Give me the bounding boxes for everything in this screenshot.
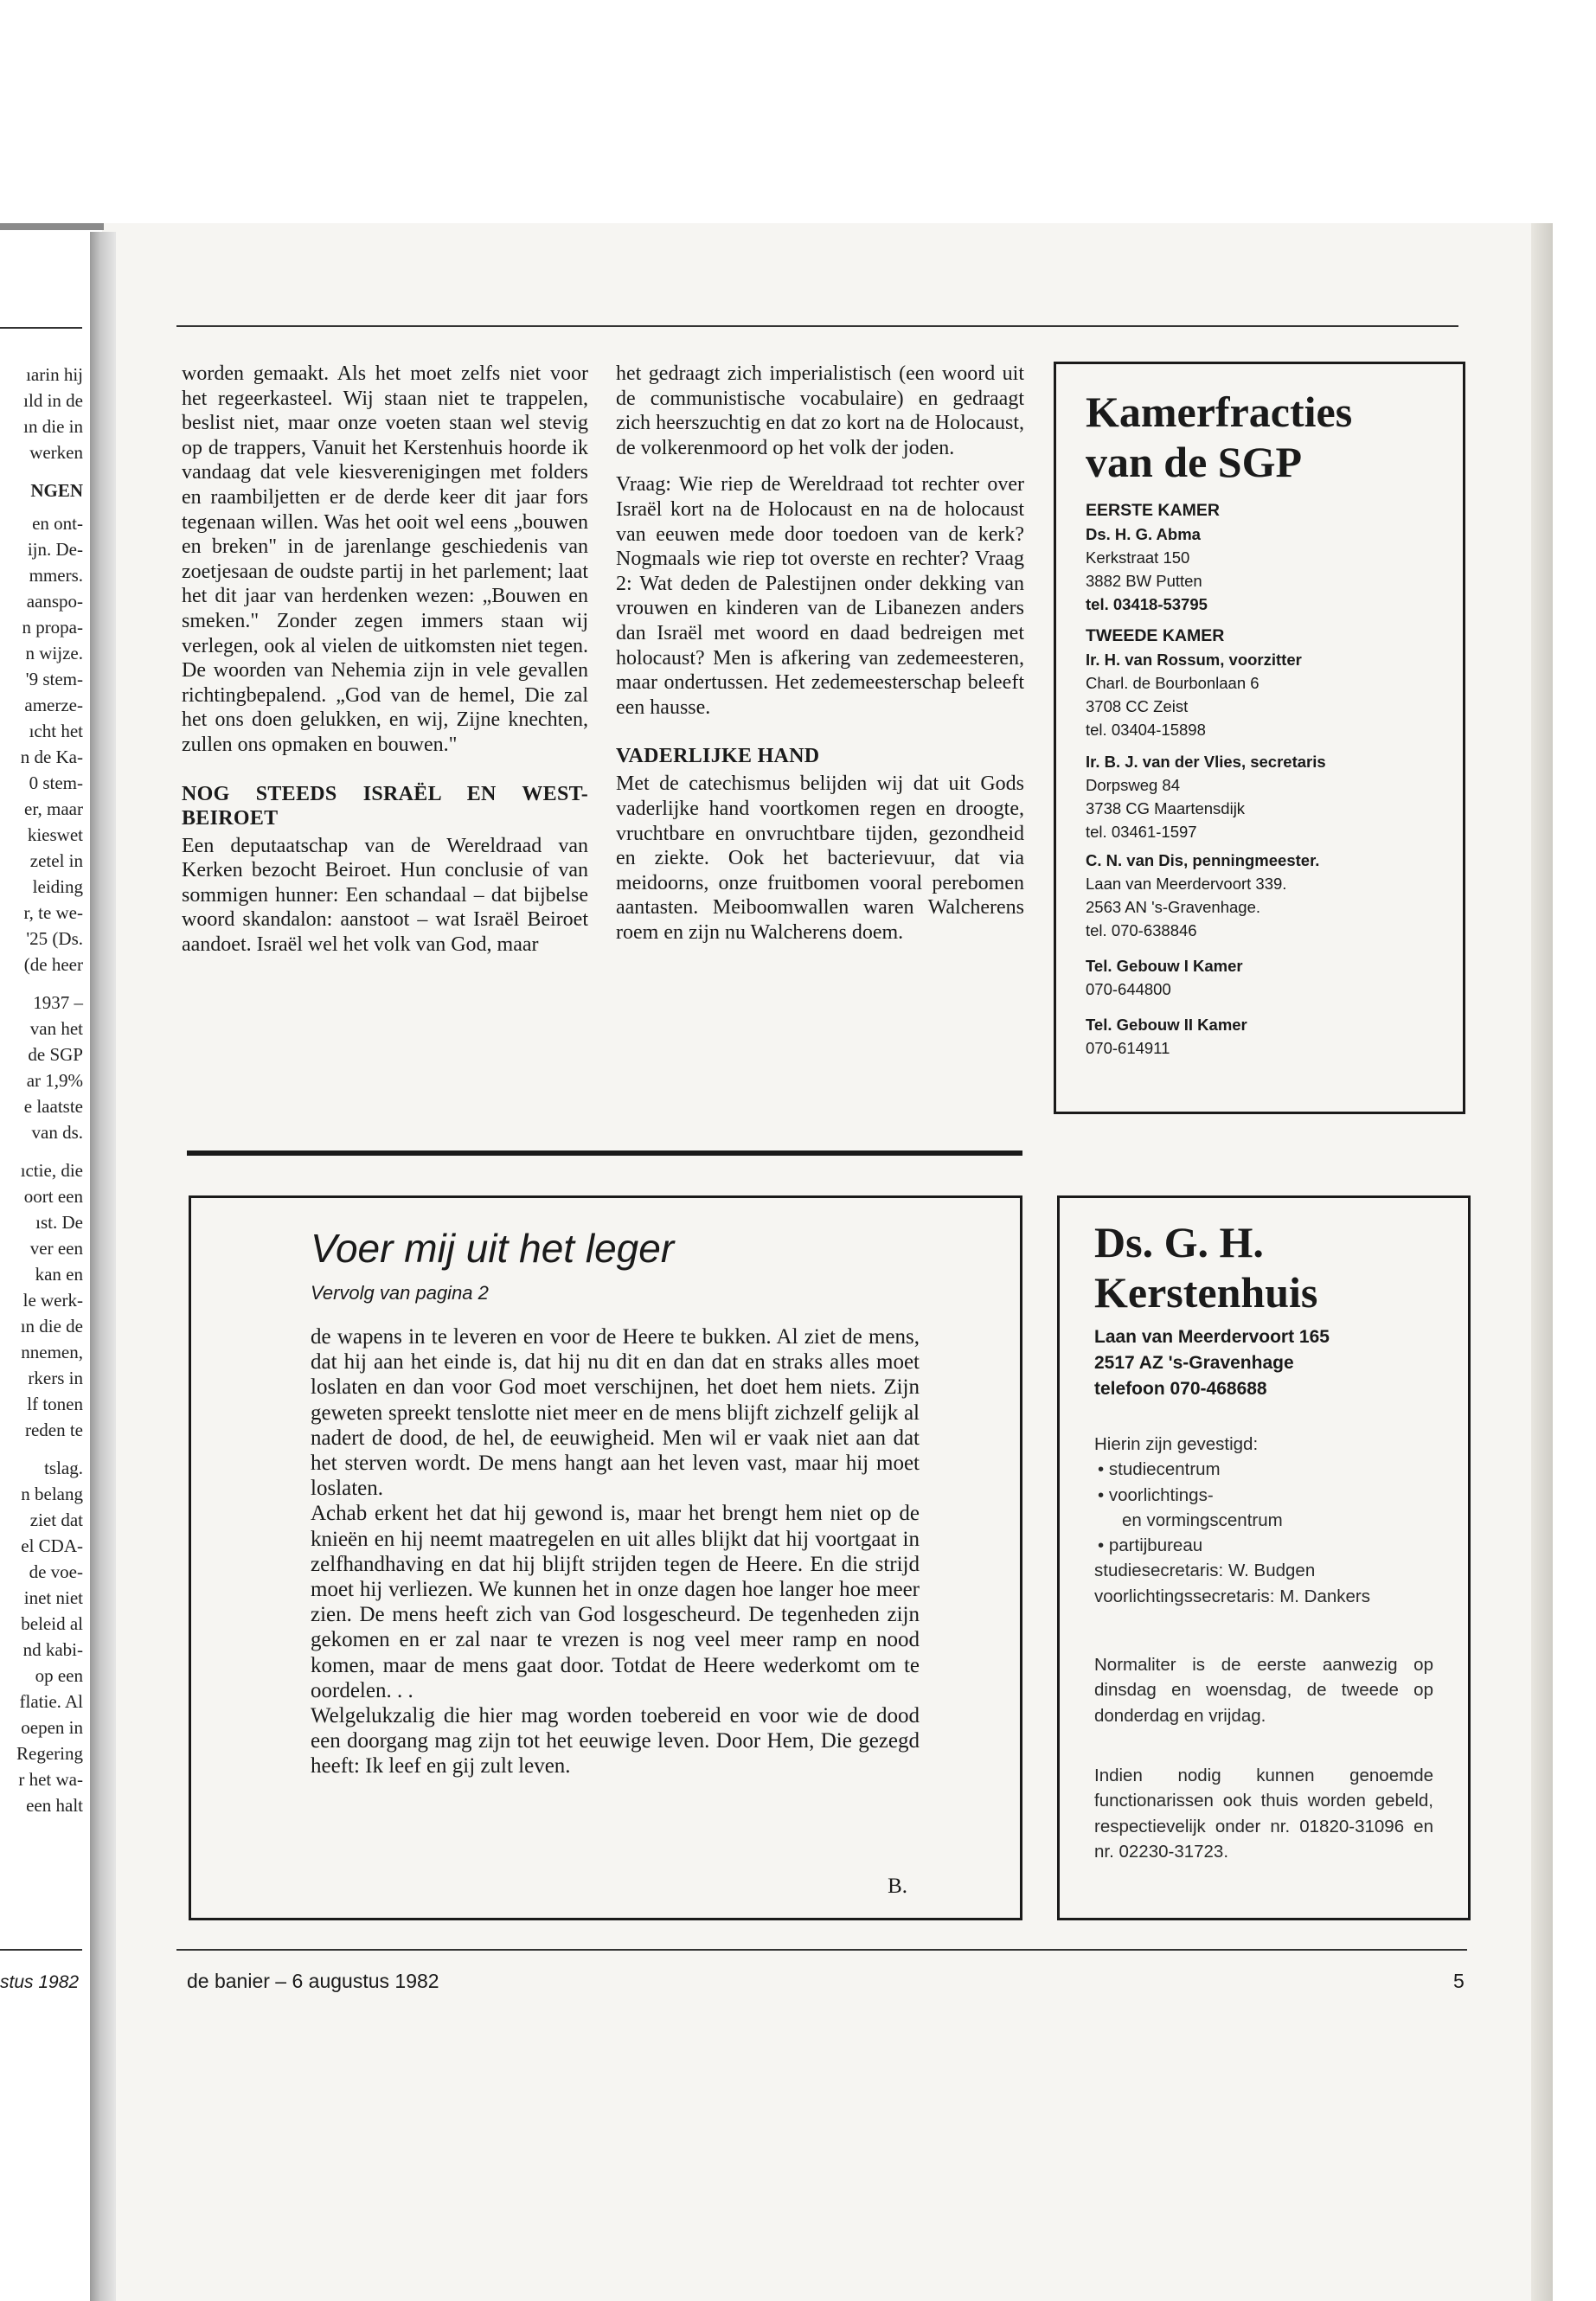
gebouw-1-phone: 070-644800	[1086, 980, 1171, 998]
voer-signature: B.	[888, 1875, 907, 1898]
voer-paragraph-3: Welgelukzalig die hier mag worden toebereid en voor wie de dood een doorgang mag zijn tot het eeuwige leven. Door Hem, Die gezegd heeft: Ik leef en gij zult leven.	[311, 1704, 920, 1779]
col2-heading: VADERLIJKE HAND	[616, 745, 820, 768]
prev-lines-e	[0, 1455, 88, 1818]
kerstenhuis-hours: Normaliter is de eerste aanwezig op dinsdag en woensdag, de tweede op donderdag en vrijdag.	[1094, 1655, 1433, 1726]
voer-paragraph-2: Achab erkent het dat hij gewond is, maar het brengt hem niet op de knieën en hij neemt maatregelen en uit alles blijkt dat hij voortgaat in zelfhandhaving en dat hij blijft strijden tegen de Heere. En die strijd moet hij verliezen. We kunnen het in onze dagen hoe langer hoe meer zien. De mens heeft zich van God losgescheurd. De tegenheden zijn gekomen en er zal naar te vrezen is nog veel meer ramp en nood komen, maar de mens gaat door. Totdat de Heere wederkomt om te oordelen. . .	[311, 1502, 920, 1702]
abma-phone: tel. 03418-53795	[1086, 595, 1208, 613]
kerstenhuis-city: 2517 AZ 's-Gravenhage	[1094, 1353, 1294, 1373]
article-column-1	[182, 362, 588, 957]
footer-rule	[176, 1949, 1467, 1951]
kamerfracties-title-1: Kamerfracties	[1086, 388, 1353, 436]
prev-line: 0 stem-	[29, 772, 83, 793]
prev-line: n de Ka-	[20, 747, 83, 767]
kerstenhuis-box	[1057, 1195, 1471, 1920]
prev-line: kan en	[35, 1264, 83, 1285]
col2-paragraph-3: Met de catechismus belijden wij dat uit Gods vaderlijke hand voortkomen regen en droogte, vruchtbare en onvruchtbare tijden, gezondheid en ziekte. Ook het bacterievuur, dat via meidoorns, onze fruitbomen vooral perebomen aantasten. Meiboomwallen waren Walcherens roem en zijn nu Walcherens doem.	[616, 772, 1024, 944]
kamerfracties-box	[1054, 362, 1465, 1114]
prev-line: ıst. De	[35, 1212, 83, 1233]
voorlichtingssecretaris: voorlichtingssecretaris: M. Dankers	[1094, 1586, 1370, 1606]
prev-lines-d	[0, 1157, 88, 1443]
prev-line: n belang	[21, 1484, 83, 1504]
dis-phone: tel. 070-638846	[1086, 921, 1197, 939]
prev-line: r het wa-	[18, 1769, 83, 1790]
prev-line: van ds.	[31, 1122, 83, 1143]
prev-line: r, te we-	[23, 902, 83, 923]
prev-line: leiding	[32, 876, 83, 897]
voer-subtitle: Vervolg van pagina 2	[311, 1282, 489, 1304]
kerstenhuis-street: Laan van Meerdervoort 165	[1094, 1327, 1330, 1347]
rossum-phone: tel. 03404-15898	[1086, 721, 1206, 739]
bullet-studiecentrum: • studiecentrum	[1098, 1459, 1221, 1480]
prev-line: nd kabi-	[22, 1639, 83, 1660]
prev-line: ziet dat	[29, 1509, 83, 1530]
prev-lines-b	[0, 510, 88, 977]
col1-heading: NOG STEEDS ISRAËL EN WEST-BEIROET	[182, 782, 588, 830]
prev-line: van het	[29, 1018, 83, 1039]
footer-page-number: 5	[1453, 1970, 1465, 1992]
rossum-name: Ir. H. van Rossum, voorzitter	[1086, 651, 1302, 669]
prev-line: reden te	[24, 1420, 83, 1440]
prev-line: ın die in	[23, 416, 83, 437]
prev-footer: stus 1982	[0, 1972, 80, 1992]
prev-line: een halt	[26, 1795, 83, 1816]
page-edge	[1531, 223, 1553, 2301]
rossum-street: Charl. de Bourbonlaan 6	[1086, 674, 1259, 692]
binding-shadow	[0, 223, 104, 230]
prev-line: oort een	[23, 1186, 83, 1207]
prev-top-rule	[0, 327, 82, 329]
prev-line: beleid al	[21, 1613, 83, 1634]
bullet-partijbureau: • partijbureau	[1098, 1535, 1203, 1556]
vlies-street: Dorpsweg 84	[1086, 776, 1181, 794]
prev-line: '25 (Ds.	[26, 928, 83, 949]
gebouw-1-label: Tel. Gebouw I Kamer	[1086, 957, 1243, 975]
abma-city: 3882 BW Putten	[1086, 572, 1202, 590]
prev-line: mmers.	[29, 565, 83, 586]
prev-line: le werk-	[22, 1290, 83, 1311]
prev-line: ıld in de	[23, 390, 83, 411]
prev-line: el CDA-	[21, 1535, 83, 1556]
page-gutter	[90, 232, 116, 2301]
article-column-2	[616, 362, 1024, 945]
prev-lines-c	[0, 990, 88, 1145]
kerstenhuis-home-numbers: Indien nodig kunnen genoemde functionarissen ook thuis worden gebeld, respectievelijk onder nr. 01820-31096 en nr. 02230-31723.	[1094, 1765, 1433, 1862]
prev-line: de SGP	[28, 1044, 83, 1065]
prev-line: tslag.	[44, 1458, 83, 1478]
prev-line: werken	[29, 442, 83, 463]
abma-street: Kerkstraat 150	[1086, 548, 1190, 567]
kerstenhuis-title-2: Kerstenhuis	[1094, 1268, 1318, 1317]
prev-line: kieswet	[27, 824, 83, 845]
voer-paragraph-1: de wapens in te leveren en voor de Heere te bukken. Al ziet de mens, dat hij aan het einde is, dat hij nu dit en dan dat en straks alles moet loslaten en dan voor God moet verschijnen, het doet hem niets. Zijn geweten spreekt tenslotte niet meer en de mens blijft zichzelf gelijk al nadert de dood, de hel, de eeuwigheid. Men wil er vaak niet aan dat het sterven wordt. De mens hangt aan het leven vast, maar hij moet loslaten.	[311, 1325, 920, 1501]
studiesecretaris: studiesecretaris: W. Budgen	[1094, 1561, 1316, 1581]
prev-line: ijn. De-	[27, 539, 83, 560]
voer-mij-box	[189, 1195, 1022, 1920]
prev-line: n propa-	[22, 617, 83, 638]
previous-page-strip	[0, 327, 88, 2195]
tweede-kamer-heading: TWEEDE KAMER	[1086, 626, 1225, 645]
vlies-city: 3738 CG Maartensdijk	[1086, 799, 1246, 817]
prev-bottom-rule	[0, 1949, 82, 1951]
prev-line: flatie. Al	[19, 1691, 83, 1712]
prev-line: Regering	[16, 1743, 83, 1764]
kerstenhuis-phone: telefoon 070-468688	[1094, 1379, 1267, 1399]
prev-line: lf tonen	[27, 1394, 83, 1414]
prev-line: inet niet	[23, 1587, 83, 1608]
prev-line: ıctie, die	[20, 1160, 83, 1181]
col1-paragraph-2: Een deputaatschap van de Wereldraad van Kerken bezocht Beiroet. Hun conclusie of van sommigen hunner: Een schandaal – dat bijbelse woord skandalon: aanstoot – wat Israël Beiroet aandoet. Israël wel het volk van God, maar	[182, 834, 588, 956]
bullet-voorlichtings: • voorlichtings-	[1098, 1484, 1214, 1505]
prev-lines-a	[0, 362, 88, 465]
top-rule	[176, 325, 1458, 327]
eerste-kamer-heading: EERSTE KAMER	[1086, 501, 1220, 520]
prev-line: aanspo-	[26, 591, 83, 612]
col2-paragraph-2: Vraag: Wie riep de Wereldraad tot rechter over Israël kort na de Holocaust en na de holocaust van eeuwen mede door toedoen van de kerk? Nogmaals wie riep tot overste en rechter? Vraag 2: Wat deden de Palestijnen onder dekking van vrouwen en kinderen van de Libanezen anders dan Israël met woord en daad bedreigen met holocaust? Men is afkering van zedemeesteren, maar ondertussen. Het zedemeesterschap beleeft een hausse.	[616, 473, 1024, 719]
prev-line: ıcht het	[29, 721, 83, 741]
prev-line: ın die de	[20, 1316, 83, 1336]
prev-line: er, maar	[24, 798, 83, 819]
col1-paragraph-1: worden gemaakt. Als het moet zelfs niet voor het regeerkasteel. Wij staan niet te trappelen, beslist niet, maar onze voeten staan wel stevig op de trappers, Vanuit het Kerstenhuis hoorde ik vandaag dat vele kiesverenigingen met folders en raambiljetten er de derde keer dit jaar fors tegenaan willen. Was het ooit wel eens „bouwen en breken" in de jarenlange geschiedenis van zoetjesaan de oudste partij in het parlement; laat het dit jaar van herdenken wezen: „Bouwen en smeken." Zonder zegen immers staan wij verlegen, ook al vielen de uitkomsten niet tegen. De woorden van Nehemia zijn in vele gevallen richtingbepalend. „God van de hemel, Die zal het ons doen gelukken, en wij, Zijne knechten, zullen ons opmaken en bouwen."	[182, 362, 588, 756]
kerstenhuis-intro: Hierin zijn gevestigd:	[1094, 1434, 1259, 1454]
prev-line: oepen in	[21, 1717, 83, 1738]
voer-body	[311, 1324, 920, 1779]
prev-heading: NGEN	[30, 480, 83, 501]
prev-line: ıarin hij	[26, 364, 83, 385]
prev-line: ver een	[29, 1238, 83, 1259]
vlies-name: Ir. B. J. van der Vlies, secretaris	[1086, 753, 1326, 771]
kamerfracties-title-2: van de SGP	[1086, 438, 1303, 486]
gebouw-2-phone: 070-614911	[1086, 1039, 1170, 1057]
prev-line: ar 1,9%	[26, 1070, 83, 1091]
prev-line: n wijze.	[25, 643, 83, 663]
prev-line: '9 stem-	[25, 669, 83, 689]
col2-paragraph-1: het gedraagt zich imperialistisch (een woord uit de communistische vocabulaire) en gedraagt zich heerszuchtig en dat zo kort na de Holocaust, de volkerenmoord op het volk der joden.	[616, 362, 1024, 459]
footer-publication: de banier – 6 augustus 1982	[187, 1970, 439, 1992]
prev-line: zetel in	[29, 850, 83, 871]
prev-line: op een	[35, 1665, 83, 1686]
prev-line: en ont-	[32, 513, 83, 534]
prev-line: rkers in	[28, 1368, 83, 1388]
gebouw-2-label: Tel. Gebouw II Kamer	[1086, 1016, 1247, 1034]
dis-name: C. N. van Dis, penningmeester.	[1086, 851, 1320, 869]
prev-line: de voe-	[29, 1561, 83, 1582]
bullet-vormingscentrum: en vormingscentrum	[1122, 1509, 1283, 1530]
voer-title: Voer mij uit het leger	[311, 1226, 675, 1271]
abma-name: Ds. H. G. Abma	[1086, 525, 1201, 543]
rossum-city: 3708 CC Zeist	[1086, 697, 1189, 715]
vlies-phone: tel. 03461-1597	[1086, 823, 1197, 841]
kerstenhuis-title-1: Ds. G. H.	[1094, 1218, 1264, 1266]
dis-street: Laan van Meerdervoort 339.	[1086, 875, 1287, 893]
prev-line: amerze-	[24, 695, 83, 715]
dis-city: 2563 AN 's-Gravenhage.	[1086, 898, 1261, 916]
prev-line: (de heer	[23, 954, 83, 975]
prev-line: e laatste	[23, 1096, 83, 1117]
section-divider	[187, 1150, 1022, 1156]
prev-line: 1937 –	[33, 992, 83, 1013]
prev-line: nnemen,	[21, 1342, 83, 1362]
